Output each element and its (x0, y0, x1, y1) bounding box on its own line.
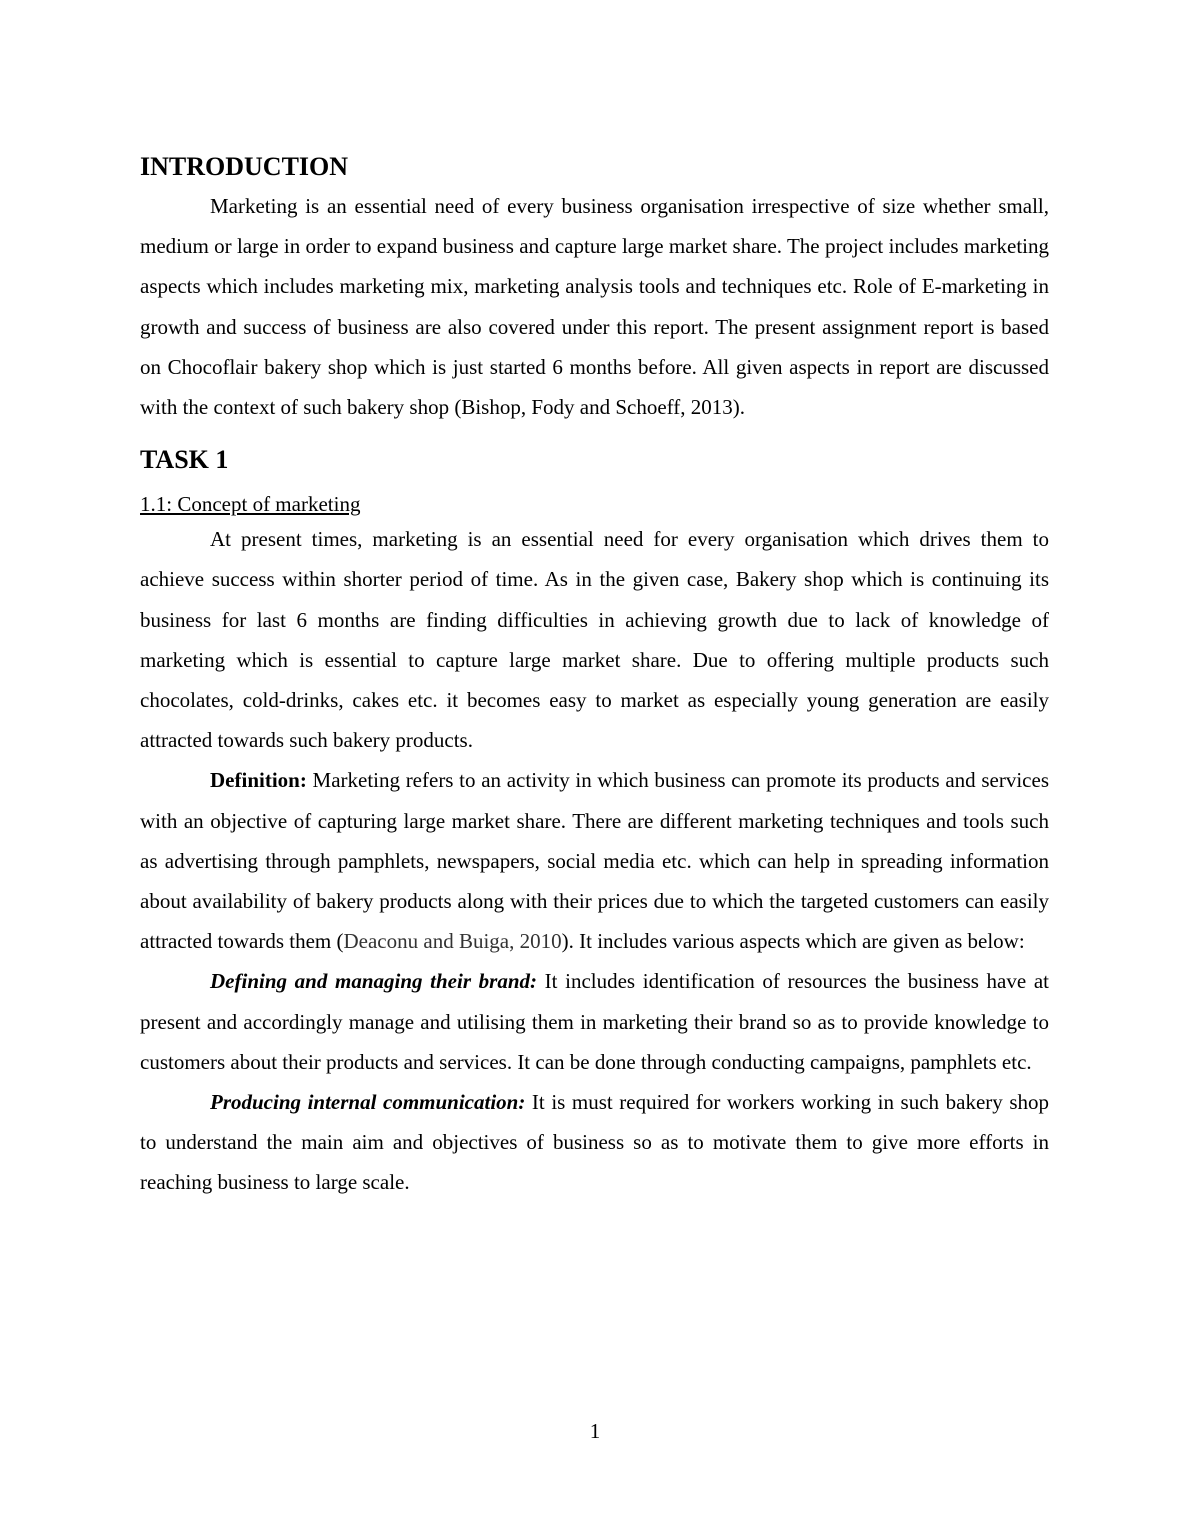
definition-text-end: ). It includes various aspects which are given as below: (561, 929, 1025, 954)
definition-text: Marketing refers to an activity in which business can promote its products and services with an objective of capturing large market share. There are different marketing techniques and tools such as advertising through pamphlets, newspapers, social media etc. which can help in spreading information about availability of bakery products along with their prices due to which the targeted customers can easily attracted towards them ( (140, 768, 1049, 954)
introduction-paragraph: Marketing is an essential need of every business organisation irrespective of size whether small, medium or large in order to expand business and capture large market share. The project includes marketing aspects which includes marketing mix, marketing analysis tools and techniques etc. Role of E-marketing in growth and success of business are also covered under this report. The present assignment report is based on Chocoflair bakery shop which is just started 6 months before. All given aspects in report are discussed with the context of such bakery shop (Bishop, Fody and Schoeff, 2013). (140, 194, 1049, 420)
concept-of-marketing-subheading: 1.1: Concept of marketing (140, 492, 361, 517)
brand-paragraph (140, 961, 1049, 1082)
concept-paragraph: At present times, marketing is an essential need for every organisation which drives them to achieve success within shorter period of time. As in the given case, Bakery shop which is continuing its business for last 6 months are finding difficulties in achieving growth due to lack of knowledge of marketing which is essential to capture large market share. Due to offering multiple products such chocolates, cold-drinks, cakes etc. it becomes easy to market as especially young generation are easily attracted towards such bakery products. (140, 527, 1049, 753)
internal-communication-label: Producing internal communication: (210, 1090, 526, 1115)
definition-label: Definition: (210, 768, 307, 793)
introduction-heading: INTRODUCTION (140, 152, 349, 181)
definition-paragraph (140, 760, 1049, 961)
brand-label: Defining and managing their brand: (210, 969, 537, 994)
document-page (140, 150, 1049, 1203)
definition-citation: Deaconu and Buiga, 2010 (343, 929, 562, 954)
internal-communication-paragraph (140, 1082, 1049, 1203)
page-number: 1 (589, 1419, 601, 1443)
task-1-heading: TASK 1 (140, 445, 229, 475)
internal-communication-text: It is must required for workers working in such bakery shop to understand the main aim and objectives of business so as to motivate them to give more efforts in reaching business to large scale. (140, 1090, 1049, 1195)
brand-text: It includes identification of resources the business have at present and accordingly manage and utilising them in marketing their brand so as to provide knowledge to customers about their products and services. It can be done through conducting campaigns, pamphlets etc. (140, 969, 1050, 1074)
